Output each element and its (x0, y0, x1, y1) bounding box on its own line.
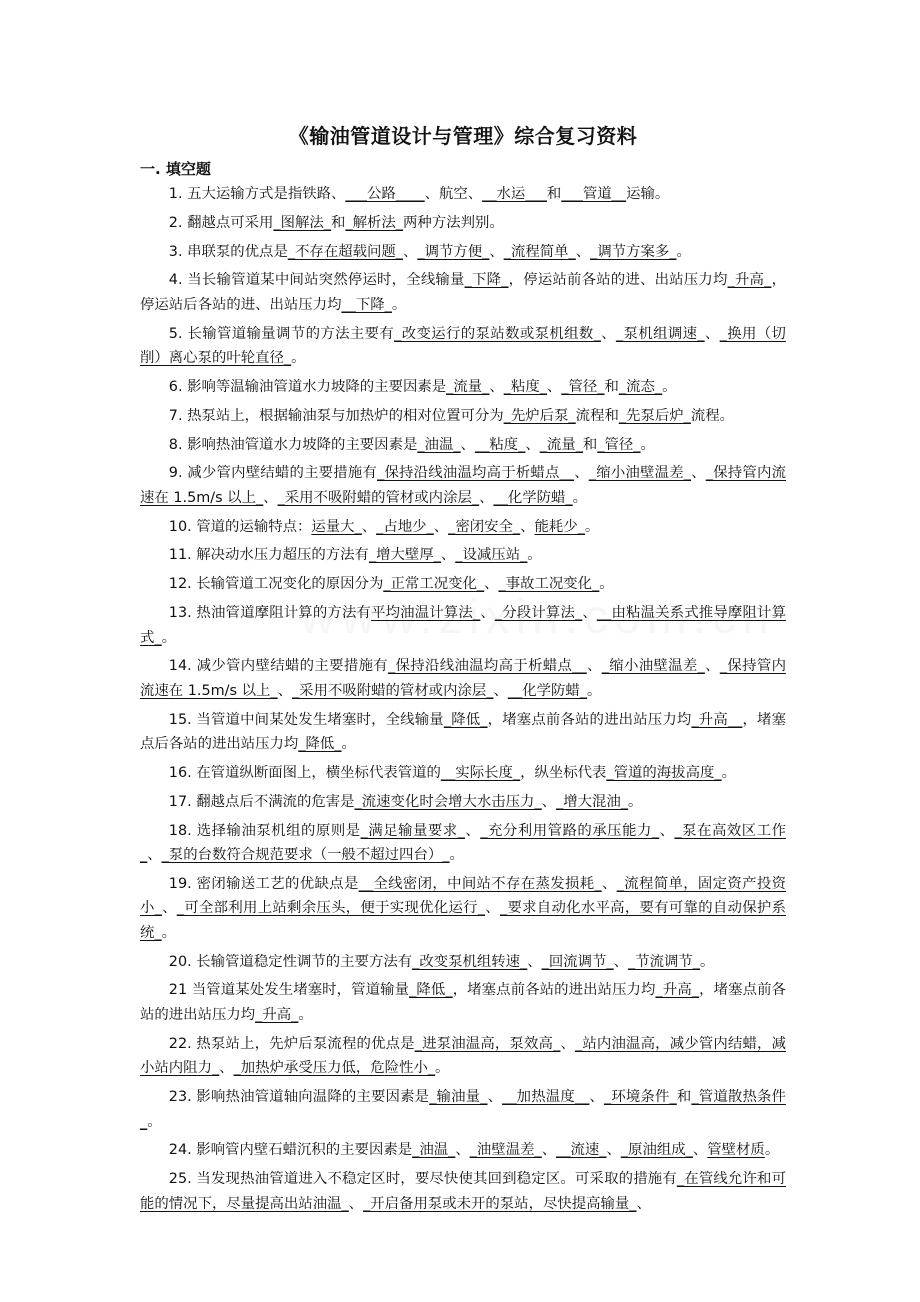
answer-blank: _改变泵机组转速_ (412, 953, 528, 970)
answer-blank: _采用不吸附蜡的管材或内涂层_ (277, 489, 480, 506)
question-text: 、 (460, 436, 475, 453)
answer-blank: _降低_ (409, 982, 453, 999)
answer-blank: _先炉后泵_ (503, 407, 576, 424)
answer-blank: _油温_ (417, 436, 461, 453)
question-text: 23. 影响热油管道轴向温降的主要因素是 (168, 1089, 430, 1106)
answer-blank: 平均油温计算法_ (371, 605, 481, 622)
question-text: 17. 翻越点后不满流的危害是 (168, 793, 355, 810)
answer-blank: _要求自动化水平高，要有可靠的自动保护系统_ (140, 900, 786, 941)
section-heading: 一. 填空题 (140, 160, 211, 178)
question-text: 、 (263, 489, 278, 506)
question-text: 11. 解决动水压力超压的方法有 (168, 547, 369, 564)
question-text: 、 (546, 378, 562, 395)
document-body (140, 118, 786, 1220)
answer-blank: _泵的台数符合规范要求（一般不超过四台）_ (161, 847, 450, 864)
question-item (140, 572, 786, 597)
answer-blank: _站内油温高，减少管内结蜡，减小站内阻力_ (140, 1035, 786, 1077)
question-item (140, 761, 786, 786)
question-text: 和 (331, 214, 346, 231)
question-text: 。 (449, 847, 464, 864)
question-text: 7. 热泵站上，根据输油泵与加热炉的相对位置可分为 (168, 407, 504, 424)
question-text: 。 (147, 1113, 162, 1130)
question-text: 、 (704, 658, 720, 675)
question-text: 、 (277, 682, 292, 699)
question-text: 和 (582, 436, 598, 453)
question-item (140, 950, 786, 975)
question-text: 。 (161, 924, 176, 941)
question-text: 、 (489, 243, 504, 260)
answer-blank: _节流调节_ (628, 953, 701, 970)
question-text: 、 (659, 822, 675, 839)
question-text: 、 (485, 900, 500, 917)
answer-blank: _开启备用泵或未开的泵站，尽快提高输量_ (363, 1195, 637, 1212)
question-text: 两种方法判别。 (403, 214, 504, 231)
question-text: 12. 长输管道工况变化的原因分为 (168, 576, 384, 593)
question-text: 流程和 (575, 407, 619, 424)
question-text: 。 (391, 296, 407, 313)
question-text: 13. 热油管道摩阻计算的方法有 (168, 605, 372, 622)
question-text: 、航空、 (424, 186, 483, 202)
answer-blank: _图解法_ (273, 214, 332, 231)
question-text: 、 (601, 875, 617, 892)
question-text: 15. 当管道中间某处发生堵塞时，全线输量 (168, 711, 444, 728)
question-text: 。 (676, 243, 691, 260)
question-item (140, 978, 786, 1027)
question-text: 、 (147, 847, 162, 864)
question-text: 、 (527, 953, 542, 970)
question-text: ，纵坐标代表 (520, 764, 607, 781)
answer-blank: _升高_ (655, 982, 700, 999)
answer-blank: _输油量_ (429, 1089, 488, 1106)
answer-blank: _改变运行的泵站数或泵机组数_ (394, 325, 601, 342)
question-item (140, 404, 786, 429)
answer-blank: 能耗少_ (534, 518, 585, 535)
answer-blank: _下降_ (464, 272, 509, 289)
question-item (140, 240, 786, 265)
answer-blank: _保持管内流速在 1.5m/s 以上_ (140, 658, 786, 699)
question-item (140, 872, 786, 946)
question-item (140, 1032, 786, 1081)
question-text: 16. 在管道纵断面图上，横坐标代表管道的 (168, 764, 441, 781)
question-text: 。 (662, 378, 677, 395)
answer-blank: _管径_ (561, 378, 605, 395)
question-item (140, 654, 786, 703)
question-item (140, 322, 786, 371)
answer-blank: _油壁温差_ (469, 1142, 542, 1159)
question-text: 、 (525, 436, 540, 453)
answer-blank: _换用（切削）离心泵的叶轮直径_ (140, 325, 786, 367)
question-item (140, 708, 786, 757)
answer-blank: _缩小油壁温差_ (588, 465, 691, 482)
question-text: ，堵塞点前各站的进出站压力均 (487, 711, 692, 728)
answer-blank: _降低_ (298, 736, 342, 753)
answer-blank: _增大混油_ (556, 793, 629, 810)
question-text: 、 (575, 243, 591, 260)
answer-blank: _流量_ (539, 436, 583, 453)
question-text: 、 (541, 1142, 557, 1159)
question-item (140, 375, 786, 400)
question-text: 流程。 (690, 407, 735, 424)
answer-blank: _管道的海拔高度_ (606, 764, 722, 781)
answer-blank: 管壁材质 (707, 1142, 765, 1159)
answer-blank: _降低_ (443, 711, 488, 728)
answer-blank: _充分利用管路的承压能力_ (480, 822, 660, 839)
question-text: 、 (636, 1195, 651, 1212)
question-text: 、 (219, 1060, 234, 1077)
question-text: 1. 五大运输方式是指铁路、 (168, 186, 346, 202)
answer-blank: _流速变化时会增大水击压力_ (354, 793, 542, 810)
answer-blank: _升高_ (727, 272, 772, 289)
answer-blank: _流程简单，固定资产投资小_ (140, 875, 786, 917)
question-text: 9. 减少管内壁结蜡的主要措施有 (168, 465, 378, 482)
question-text: 、 (440, 547, 456, 564)
question-text: 、 (574, 465, 589, 482)
question-text: ，堵塞点前各站的进出站压力均 (140, 982, 786, 1023)
answer-blank: __由粘温关系式推导摩阻计算式_ (140, 605, 786, 646)
question-text: 、 (560, 1035, 576, 1052)
question-text: 、 (493, 682, 508, 699)
question-item (140, 1138, 786, 1163)
question-text: 、 (582, 605, 597, 622)
answer-blank: _保持沿线油温均高于析蜡点__ (377, 465, 575, 482)
question-text: 和 (604, 378, 619, 395)
question-text: 、 (589, 1089, 604, 1106)
answer-blank: _可全部利用上站剩余压头，便于实现优化运行_ (176, 900, 485, 917)
answer-blank: _缩小油壁温差_ (601, 658, 705, 675)
question-text: 。 (599, 576, 614, 593)
question-text: 。 (298, 1006, 313, 1023)
question-text: 、 (613, 953, 629, 970)
question-text: 14. 减少管内壁结蜡的主要措施有 (168, 658, 389, 675)
question-text: 。 (527, 547, 542, 564)
question-list (140, 182, 786, 1216)
question-item (140, 182, 786, 207)
question-text: 。 (628, 793, 643, 810)
answer-blank: _保持管内流速在 1.5m/s 以上_ (140, 465, 786, 506)
question-item (140, 543, 786, 568)
question-text: 、 (600, 325, 616, 342)
answer-blank: _先泵后炉_ (618, 407, 691, 424)
answer-blank: _事故工况变化_ (498, 576, 600, 593)
question-text: 。 (764, 1142, 780, 1159)
question-text: 10. 管道的运输特点： (168, 518, 312, 535)
answer-blank: 运量大_ (311, 518, 362, 535)
question-text: ，堵塞点前各站的进出站压力均 (452, 982, 656, 999)
question-text: 4. 当长输管道某中间站突然停运时，全线输量 (168, 272, 465, 289)
question-item (140, 601, 786, 650)
question-text: 、 (692, 1142, 708, 1159)
answer-blank: _调节方便_ (417, 243, 490, 260)
question-text: 、 (480, 605, 495, 622)
answer-blank: _保持沿线油温均高于析蜡点__ (388, 658, 587, 675)
answer-blank: _流量_ (446, 378, 490, 395)
question-text: 。 (435, 1060, 450, 1077)
answer-blank: _增大壁厚_ (368, 547, 441, 564)
question-text: 、 (606, 1142, 621, 1159)
question-text: 、 (464, 822, 481, 839)
answer-blank: __化学防蜡_ (507, 682, 588, 699)
answer-blank: ___公路____ (345, 186, 425, 202)
answer-blank: _满足输量要求_ (360, 822, 465, 839)
answer-blank: _正常工况变化_ (383, 576, 485, 593)
question-item (140, 1167, 786, 1216)
answer-blank: ___管道__ (561, 186, 627, 202)
answer-blank: _在管线允许和可能的情况下，尽量提高出站油温_ (140, 1171, 787, 1212)
question-text: 、 (361, 518, 377, 535)
question-text: 。 (700, 953, 715, 970)
question-text: 18. 选择输油泵机组的原则是 (168, 822, 361, 839)
question-text: 、 (161, 900, 177, 917)
question-text: 、 (691, 465, 706, 482)
document-title: 《输油管道设计与管理》综合复习资料 (288, 124, 638, 148)
question-text: ，停运站后各站的进、出站压力均 (140, 272, 786, 313)
question-text: 25. 当发现热油管道进入不稳定区时，要尽快使其回到稳定区。可采取的措施有 (168, 1171, 677, 1188)
answer-blank: _环境条件_ (603, 1089, 677, 1106)
question-text: 和 (546, 186, 562, 202)
question-text: 。 (584, 518, 600, 535)
question-text: 、 (704, 325, 720, 342)
answer-blank: __加热温度__ (502, 1089, 590, 1106)
answer-blank: _泵机组调速_ (615, 325, 705, 342)
question-text: 、 (541, 793, 557, 810)
question-text: 、 (487, 1089, 503, 1106)
answer-blank: __粘度_ (474, 436, 526, 453)
answer-blank: __水运___ (482, 186, 547, 202)
question-text: 、 (586, 658, 602, 675)
answer-blank: _解析法_ (345, 214, 404, 231)
question-text: 、 (455, 1142, 470, 1159)
question-text: 。 (572, 489, 588, 506)
answer-blank: _升高_ (255, 1006, 299, 1023)
question-text: 24. 影响管内壁石蜡沉积的主要因素是 (168, 1142, 413, 1159)
answer-blank: _占地少_ (376, 518, 434, 535)
question-text: 运输。 (626, 186, 670, 202)
question-item (140, 433, 786, 458)
answer-blank: _采用不吸附蜡的管材或内涂层_ (291, 682, 494, 699)
question-text: 22. 热泵站上，先炉后泵流程的优点是 (168, 1035, 415, 1052)
question-text: 、 (520, 518, 535, 535)
question-item (140, 461, 786, 510)
question-text: 5. 长输管道输量调节的方法主要有 (168, 325, 395, 342)
answer-blank: _分段计算法_ (494, 605, 583, 622)
question-text: 6. 影响等温输油管道水力坡降的主要因素是 (168, 378, 447, 395)
question-text: 8. 影响热油管道水力坡降的主要因素是 (168, 436, 418, 453)
answer-blank: __实际长度_ (440, 764, 521, 781)
question-item (140, 819, 786, 868)
question-text: 21 当管道某处发生堵塞时，管道输量 (168, 982, 410, 999)
answer-blank: _进泵油温高，泵效高_ (414, 1035, 561, 1052)
question-item (140, 1085, 786, 1134)
answer-blank: _原油组成_ (620, 1142, 693, 1159)
answer-blank: __全线密闭，中间站不存在蒸发损耗_ (358, 875, 602, 892)
question-item (140, 515, 786, 540)
answer-blank: __流速_ (556, 1142, 607, 1159)
question-text: 。 (721, 764, 736, 781)
question-item (140, 211, 786, 236)
answer-blank: _加热炉承受压力低，危险性小_ (233, 1060, 436, 1077)
question-text: 2. 翻越点可采用 (168, 214, 274, 231)
answer-blank: _不存在超载问题_ (287, 243, 403, 260)
question-text: ，停运站前各站的进、出站压力均 (508, 272, 728, 289)
question-text: 19. 密闭输送工艺的优缺点是 (168, 875, 359, 892)
question-text: 、 (348, 1195, 364, 1212)
answer-blank: _泵在高效区工作_ (140, 822, 786, 864)
question-text: 。 (587, 682, 602, 699)
question-item (140, 268, 786, 317)
answer-blank: _回流调节_ (541, 953, 614, 970)
answer-blank: _流程简单_ (503, 243, 576, 260)
answer-blank: _调节方案多_ (590, 243, 677, 260)
answer-blank: _粘度_ (503, 378, 547, 395)
question-text: 和 (676, 1089, 692, 1106)
question-text: 20. 长输管道稳定性调节的主要方法有 (168, 953, 413, 970)
answer-blank: __化学防蜡_ (493, 489, 573, 506)
question-text: 、 (433, 518, 449, 535)
question-text: 、 (484, 576, 499, 593)
question-item (140, 790, 786, 815)
question-text: 、 (402, 243, 418, 260)
question-text: 。 (291, 350, 306, 367)
answer-blank: _油温_ (412, 1142, 456, 1159)
answer-blank: _设减压站_ (455, 547, 528, 564)
question-text: 。 (161, 629, 176, 646)
answer-blank: _管道散热条件_ (140, 1089, 786, 1130)
question-text: 3. 串联泵的优点是 (168, 243, 288, 260)
question-text: 。 (640, 436, 655, 453)
question-text: ，堵塞点后各站的进出站压力均 (140, 711, 786, 753)
answer-blank: _流态_ (618, 378, 663, 395)
question-text: 、 (479, 489, 494, 506)
answer-blank: __下降_ (341, 296, 392, 313)
answer-blank: _升高__ (691, 711, 743, 728)
answer-blank: _管径_ (597, 436, 641, 453)
answer-blank: _密闭安全_ (448, 518, 521, 535)
question-text: 、 (489, 378, 504, 395)
question-text: 。 (341, 736, 356, 753)
